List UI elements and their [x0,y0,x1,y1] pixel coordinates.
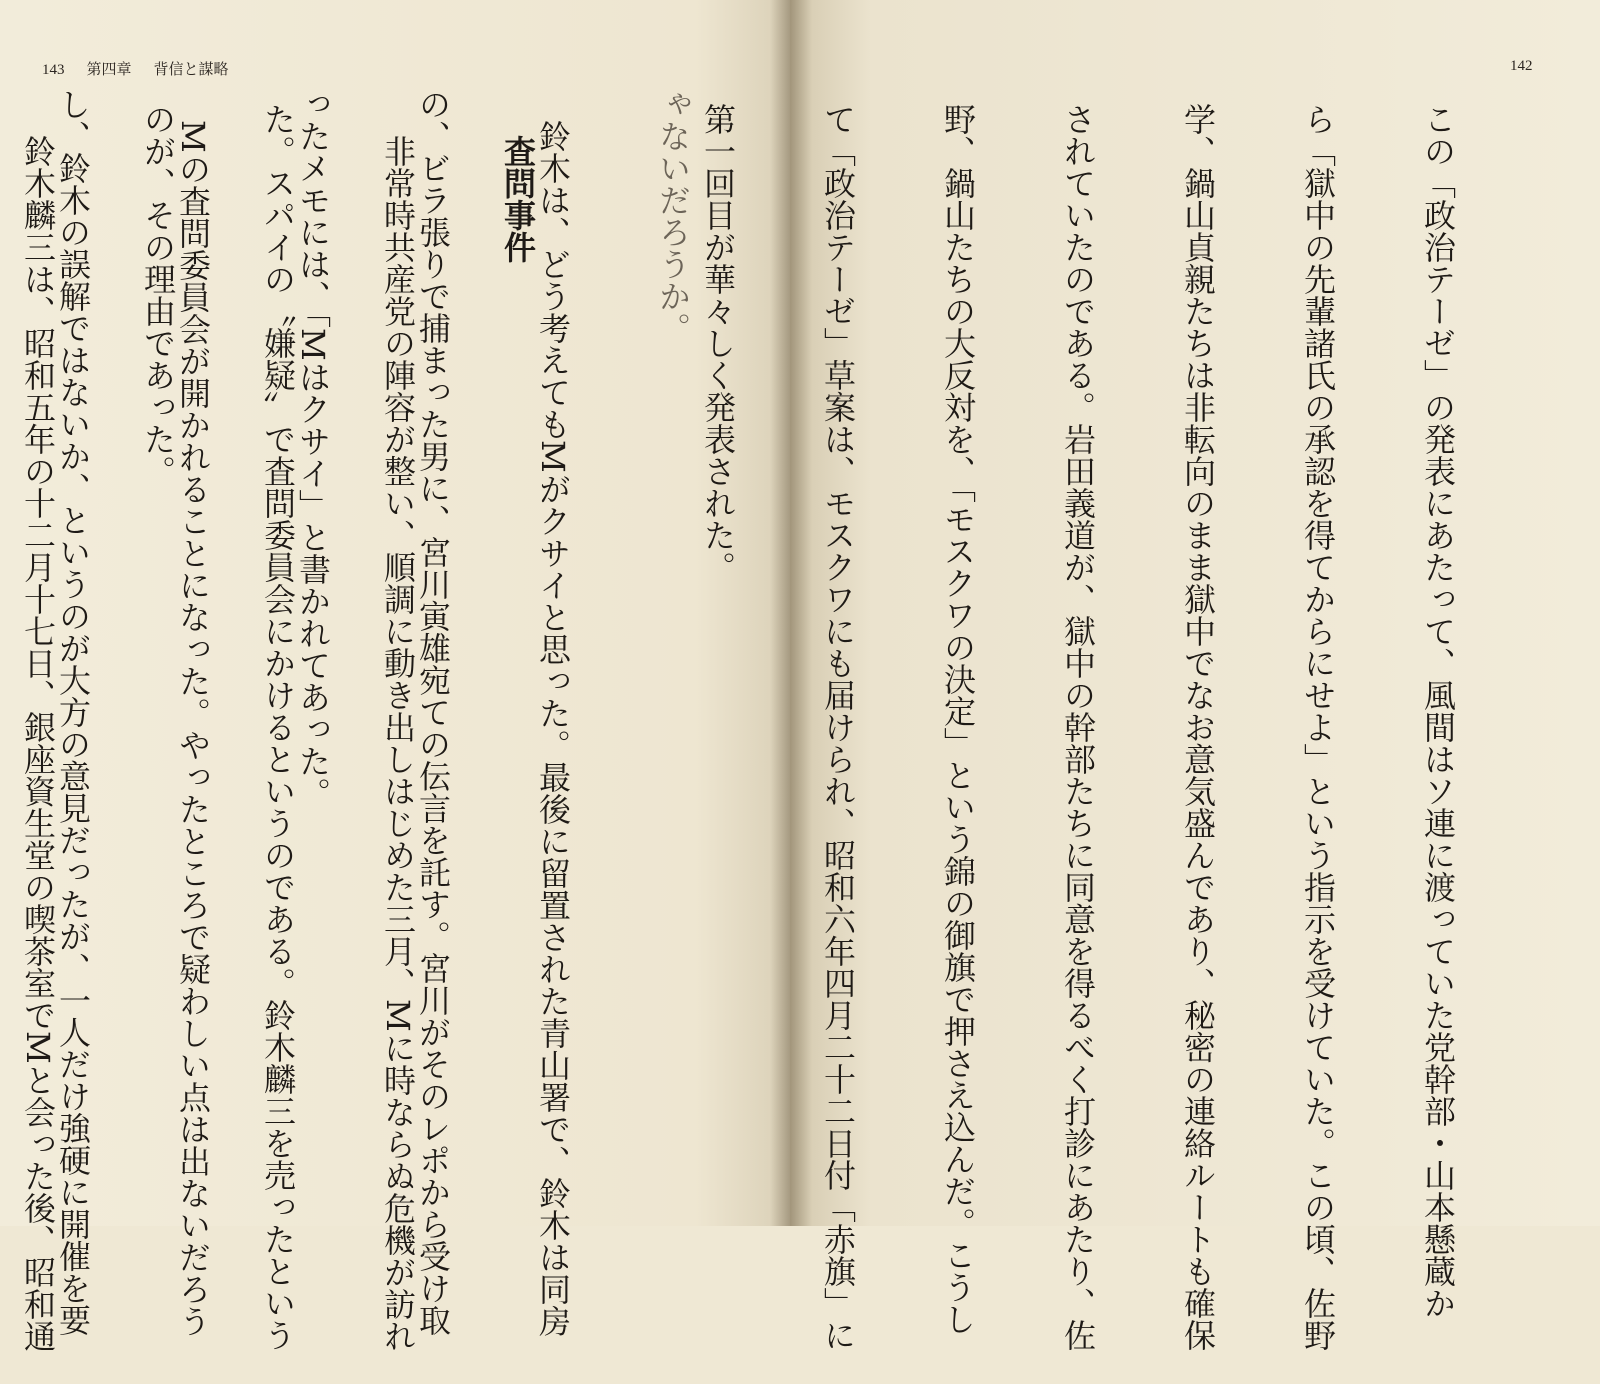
text-column: 学、鍋山貞親たちは非転向のまま獄中でなお意気盛んであり、秘密の連絡ルートも確保 [1179,103,1217,1351]
text-column-continued: ゃないだろうか。 [654,88,692,344]
text-column: し、鈴木の誤解ではないか、というのが大方の意見だったが、一人だけ強硬に開催を要 [54,88,92,1336]
text-column: 非常時共産党の陣容が整い、順調に動き出しはじめた三月、Mに時ならぬ危機が訪れ [379,103,417,1352]
text-column: ったメモには、「Mはクサイ」と書かれてあった。 [294,88,332,809]
section-heading: 査問事件 [499,103,537,263]
text-column: 鈴木麟三は、昭和五年の十二月十七日、銀座資生堂の喫茶室でMと会った後、昭和通 [19,103,57,1352]
chapter-title: 背信と謀略 [153,62,229,78]
text-column: Mの査問委員会が開かれることになった。やったところで疑わしい点は出ないだろう [174,88,212,1337]
text-column: 野、鍋山たちの大反対を、「モスクワの決定」という錦の御旗で押さえ込んだ。こうし [939,103,977,1335]
text-column: ら「獄中の先輩諸氏の承認を得てからにせよ」という指示を受けていた。この頃、佐野 [1299,103,1337,1351]
text-column: の、ビラ張りで捕まった男に、宮川寅雄宛ての伝言を託す。宮川がそのレポから受け取 [414,88,452,1336]
text-column: 第一回目が華々しく発表された。 [699,103,737,583]
chapter-label: 第四章 [86,62,132,78]
text-column: て「政治テーゼ」草案は、モスクワにも届けられ、昭和六年四月二十二日付「赤旗」に [819,103,857,1351]
left-page-number: 143 [42,62,65,78]
text-column: されていたのである。岩田義道が、獄中の幹部たちに同意を得るべく打診にあたり、佐 [1059,103,1097,1351]
text-column: 鈴木は、どう考えてもMがクサイと思った。最後に留置された青山署で、鈴木は同房 [534,88,572,1337]
text-column: た。スパイの〝嫌疑〟で査問委員会にかけるというのである。鈴木麟三を売ったという [259,103,297,1351]
left-page-header [42,58,251,79]
text-column: この「政治テーゼ」の発表にあたって、風間はソ連に渡っていた党幹部・山本懸蔵か [1419,103,1457,1319]
text-column: のが、その理由であった。 [139,103,177,487]
left-page-body [28,88,773,1337]
right-page-number: 142 [1510,58,1533,74]
